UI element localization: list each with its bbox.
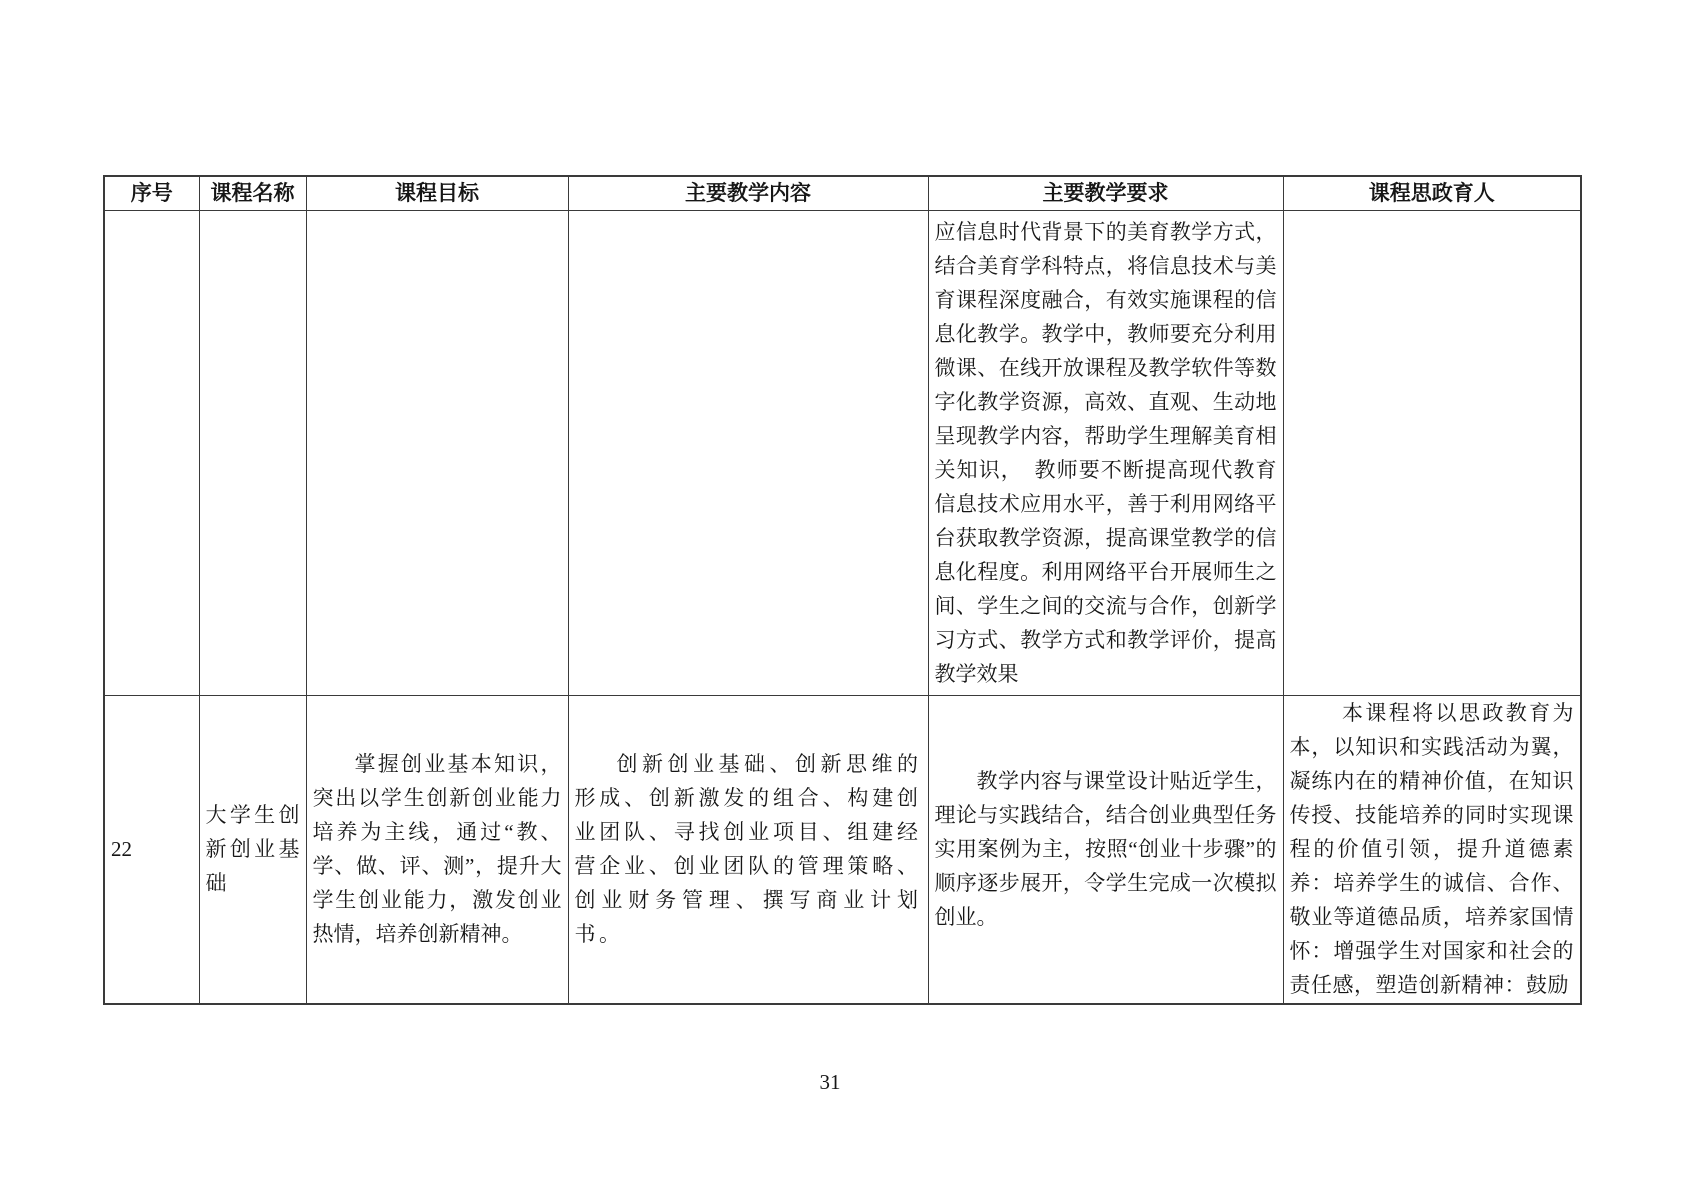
cell-continuation-ideology-education xyxy=(1283,211,1581,696)
column-header-index: 序号 xyxy=(104,176,199,211)
cell-row22-objectives: 掌握创业基本知识，突出以学生创新创业能力培养为主线，通过“教、学、做、评、测”，提升大学生创业能力，激发创业热情，培养创新精神。 xyxy=(306,696,568,1004)
table-row-22 xyxy=(104,696,1581,1004)
column-header-course-name: 课程名称 xyxy=(199,176,306,211)
course-table xyxy=(103,175,1582,1005)
column-header-ideology-education: 课程思政育人 xyxy=(1283,176,1581,211)
cell-row22-index: 22 xyxy=(104,696,199,1004)
cell-row22-teaching-requirements: 教学内容与课堂设计贴近学生，理论与实践结合，结合创业典型任务实用案例为主，按照“创业十步骤”的顺序逐步展开，令学生完成一次模拟创业。 xyxy=(928,696,1283,1004)
cell-row22-teaching-content: 创新创业基础、创新思维的形成、创新激发的组合、构建创业团队、寻找创业项目、组建经营企业、创业团队的管理策略、创业财务管理、撰写商业计划书。 xyxy=(568,696,928,1004)
table-header-row xyxy=(104,176,1581,211)
table-row-continuation xyxy=(104,211,1581,696)
cell-continuation-objectives xyxy=(306,211,568,696)
page-number: 31 xyxy=(819,1070,841,1094)
column-header-teaching-requirements: 主要教学要求 xyxy=(928,176,1283,211)
cell-row22-course-name: 大学生创新创业基础 xyxy=(199,696,306,1004)
column-header-objectives: 课程目标 xyxy=(306,176,568,211)
cell-continuation-teaching-requirements: 应信息时代背景下的美育教学方式，结合美育学科特点，将信息技术与美育课程深度融合，有效实施课程的信息化教学。教学中，教师要充分利用微课、在线开放课程及教学软件等数字化教学资源，高效、直观、生动地呈现教学内容，帮助学生理解美育相关知识， 教师要不断提高现代教育信息技术应用水平，善于利用网络平台获取教学资源，提高课堂教学的信息化程度。利用网络平台开展师生之间、学生之间的交流与合作，创新学习方式、教学方式和教学评价，提高教学效果 xyxy=(928,211,1283,696)
cell-continuation-course-name xyxy=(199,211,306,696)
cell-row22-ideology-education: 本课程将以思政教育为本，以知识和实践活动为翼，凝练内在的精神价值，在知识传授、技能培养的同时实现课程的价值引领，提升道德素养：培养学生的诚信、合作、敬业等道德品质，培养家国情怀：增强学生对国家和社会的责任感，塑造创新精神：鼓励 xyxy=(1283,696,1581,1004)
column-header-teaching-content: 主要教学内容 xyxy=(568,176,928,211)
cell-continuation-index xyxy=(104,211,199,696)
cell-continuation-teaching-content xyxy=(568,211,928,696)
